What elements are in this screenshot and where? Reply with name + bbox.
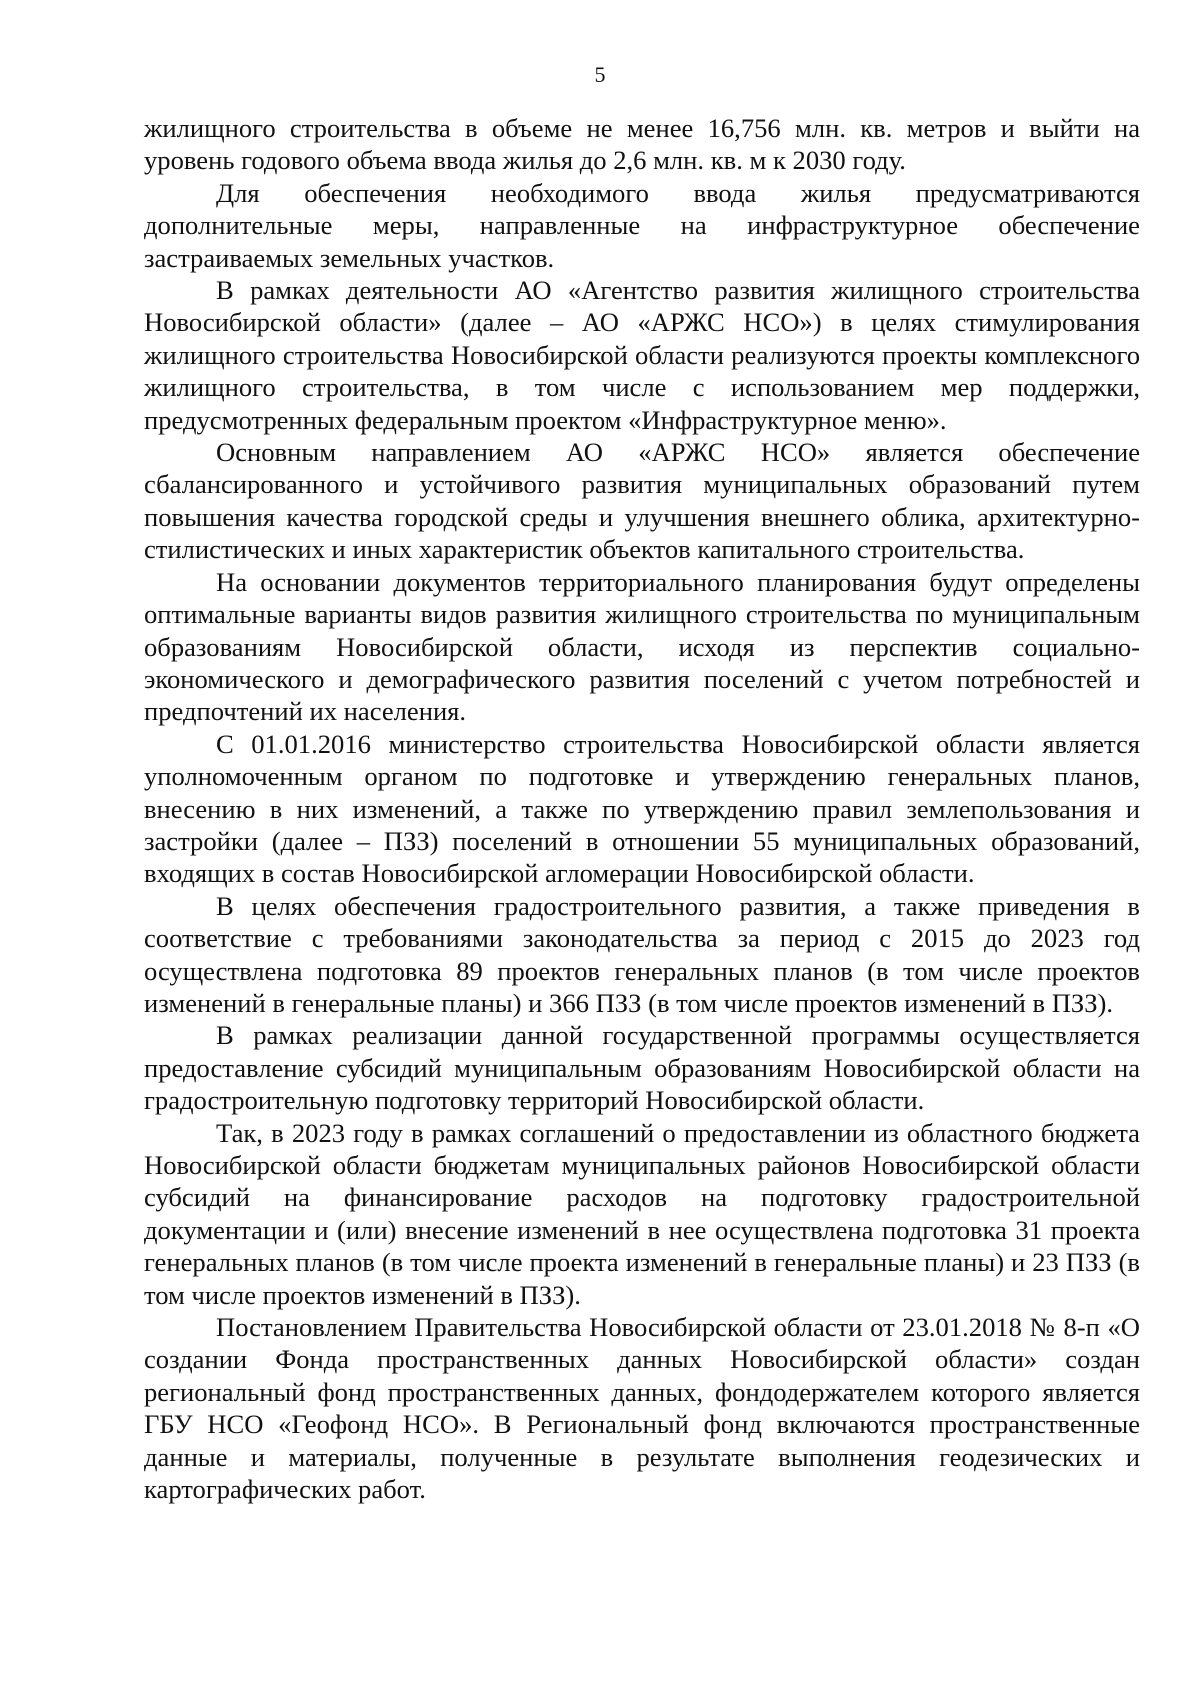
paragraph-additional-measures: Для обеспечения необходимого ввода жилья предусматриваются дополнительные меры, направленные на инфраструктурное обеспечение застраиваемых земельных участков.	[144, 177, 1140, 273]
paragraph-spatial-data-fund: Постановлением Правительства Новосибирской области от 23.01.2018 № 8-п «О создании Фонда пространственных данных Новосибирской области» создан региональный фонд пространственных данных, фондодержателем которого является ГБУ НСО «Геофонд НСО». В Региональный фонд включаются пространственные данные и материалы, полученные в результате выполнения геодезических и картографических работ.	[144, 1312, 1140, 1505]
paragraph-housing-volume: жилищного строительства в объеме не менее 16,756 млн. кв. метров и выйти на уровень годового объема ввода жилья до 2,6 млн. кв. м к 2030 году.	[144, 113, 1140, 176]
paragraph-ministry-authority: С 01.01.2016 министерство строительства Новосибирской области является уполномоченным органом по подготовке и утверждению генеральных планов, внесению в них изменений, а также по утверждению правил землепользования и застройки (далее – ПЗЗ) поселений в отношении 55 муниципальных образований, входящих в состав Новосибирской агломерации Новосибирской области.	[144, 728, 1140, 889]
paragraph-subsidies: В рамках реализации данной государственной программы осуществляется предоставление субсидий муниципальным образованиям Новосибирской области на градостроительную подготовку территорий Новосибирской области.	[144, 1020, 1140, 1116]
page-number: 5	[594, 62, 606, 87]
paragraph-urban-development: В целях обеспечения градостроительного развития, а также приведения в соответствие с требованиями законодательства за период с 2015 до 2023 год осуществлена подготовка 89 проектов генеральных планов (в том числе проектов изменений в генеральные планы) и 366 ПЗЗ (в том числе проектов изменений в ПЗЗ).	[144, 890, 1140, 1018]
paragraph-arzhs-agency: В рамках деятельности АО «Агентство развития жилищного строительства Новосибирской области» (далее – АО «АРЖС НСО») в целях стимулирования жилищного строительства Новосибирской области реализуются проекты комплексного жилищного строительства, в том числе с использованием мер поддержки, предусмотренных федеральным проектом «Инфраструктурное меню».	[144, 275, 1140, 435]
paragraph-2023-agreements: Так, в 2023 году в рамках соглашений о предоставлении из областного бюджета Новосибирской области бюджетам муниципальных районов Новосибирской области субсидий на финансирование расходов на подготовку градостроительной документации и (или) внесение изменений в нее осуществлена подготовка 31 проекта генеральных планов (в том числе проекта изменений в генеральные планы) и 23 ПЗЗ (в том числе проектов изменений в ПЗЗ).	[144, 1117, 1140, 1310]
document-body	[144, 112, 1140, 1505]
paragraph-arzhs-direction: Основным направлением АО «АРЖС НСО» является обеспечение сбалансированного и устойчивого развития муниципальных образований путем повышения качества городской среды и улучшения внешнего облика, архитектурно-стилистических и иных характеристик объектов капитального строительства.	[144, 437, 1140, 565]
paragraph-territorial-planning: На основании документов территориального планирования будут определены оптимальные варианты видов развития жилищного строительства по муниципальным образованиям Новосибирской области, исходя из перспектив социально-экономического и демографического развития поселений с учетом потребностей и предпочтений их населения.	[144, 566, 1140, 727]
